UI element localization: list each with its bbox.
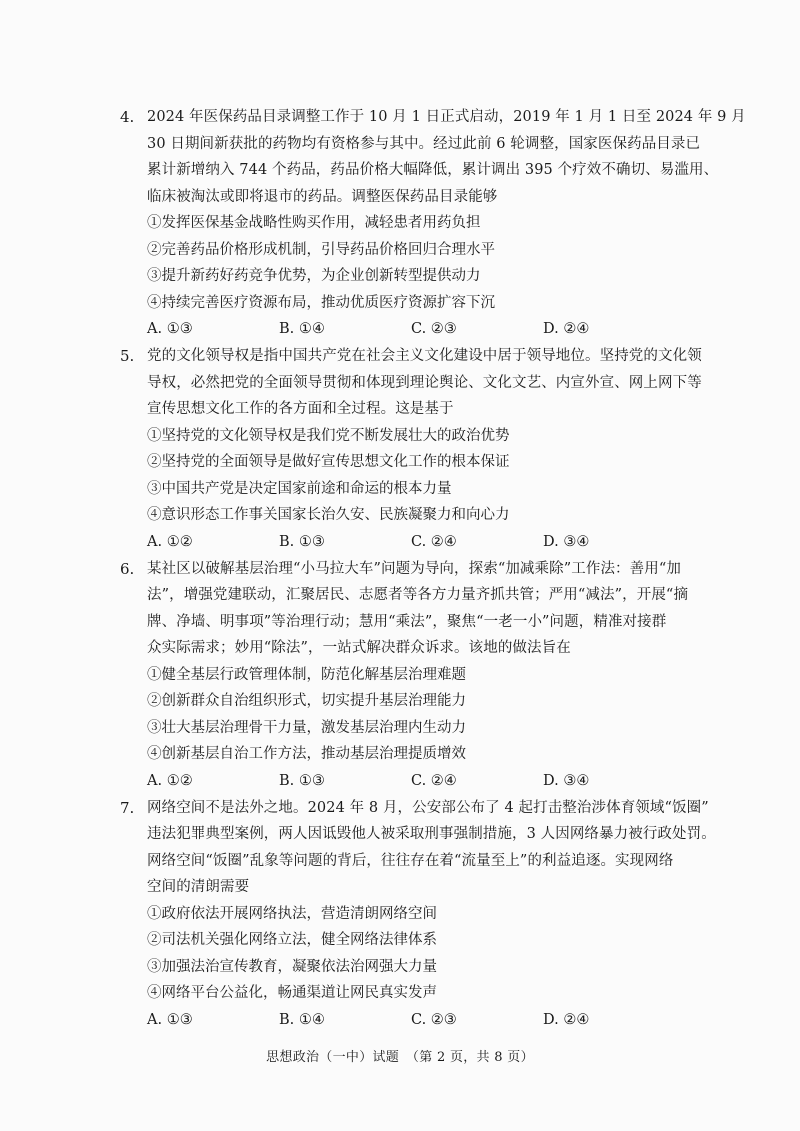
statement-option-1: ①政府依法开展网络执法，营造清朗网络空间 [147,905,437,922]
answer-choices [147,1007,680,1034]
statement-option-3: ③中国共产党是决定国家前途和命运的根本力量 [147,480,452,497]
question-4 [120,104,746,343]
question-stem-line: 某社区以破解基层治理“小马拉大车”问题为导向，探索“加减乘除”工作法：善用“加 [147,560,681,577]
statement-option-2: ②司法机关强化网络立法，健全网络法律体系 [147,932,437,948]
page-footer: 思想政治（一中）试题 （第 2 页，共 8 页） [266,1050,534,1065]
choice-c: C. ②③ [411,321,457,337]
question-stem-line: 30 日期间新获批的药物均有资格参与其中。经过此前 6 轮调整，国家医保药品目录已 [147,135,701,152]
question-6 [120,556,689,795]
statement-option-4: ④网络平台公益化，畅通渠道让网民真实发声 [147,985,437,1001]
question-stem-line: 宣传思想文化工作的各方面和全过程。这是基于 [147,401,454,417]
statement-option-2: ②完善药品价格形成机制，引导药品价格回归合理水平 [147,241,495,258]
statement-option-2: ②坚持党的全面领导是做好宣传思想文化工作的根本保证 [147,454,510,470]
statement-option-1: ①发挥医保基金战略性购买作用，减轻患者用药负担 [147,215,481,231]
question-stem-line: 法”，增强党建联动，汇聚居民、志愿者等各方力量齐抓共管；严用“减法”，开展“摘 [147,587,689,603]
choice-a: A. ①③ [147,1011,193,1028]
question-stem-line: 违法犯罪典型案例，两人因诋毁他人被采取刑事强制措施，3 人因网络暴力被行政处罚。 [147,826,716,842]
choice-c: C. ②③ [411,1011,457,1028]
question-number: 7. [120,798,135,817]
choice-b: B. ①③ [279,772,325,789]
statement-option-1: ①坚持党的文化领导权是我们党不断发展壮大的政治优势 [147,427,510,444]
question-number: 4. [120,108,135,126]
question-body [147,795,716,1034]
question-stem-line: 导权，必然把党的全面领导贯彻和体现到理论舆论、文化文艺、内宣外宣、网上网下等 [147,374,702,391]
question-stem-line: 党的文化领导权是指中国共产党在社会主义文化建设中居于领导地位。坚持党的文化领 [147,348,702,364]
question-stem-line: 网络空间不是法外之地。2024 年 8 月，公安部公布了 4 起打击整治涉体育领域“饭圈” [147,799,709,816]
question-stem-line: 临床被淘汰或即将退市的药品。调整医保药品目录能够 [147,188,498,205]
choice-a: A. ①② [147,772,193,789]
question-stem-line: 网络空间“饭圈”乱象等问题的背后，往往存在着“流量至上”的利益追逐。实现网络 [147,852,674,869]
choice-d: D. ③④ [543,772,590,789]
statement-option-4: ④意识形态工作事关国家长治久安、民族凝聚力和向心力 [147,507,510,523]
statement-option-4: ④持续完善医疗资源布局，推动优质医疗资源扩容下沉 [147,294,495,311]
question-5 [120,343,702,556]
statement-option-3: ③加强法治宣传教育，凝聚依法治网强大力量 [147,958,437,975]
choice-a: A. ①③ [147,321,193,337]
statement-option-3: ③提升新药好药竞争优势，为企业创新转型提供动力 [147,268,481,284]
choice-c: C. ②④ [411,533,457,550]
question-body [147,556,689,795]
choice-b: B. ①③ [279,533,325,550]
choice-d: D. ③④ [543,533,590,550]
statement-option-4: ④创新基层自治工作方法，推动基层治理提质增效 [147,746,466,762]
choice-b: B. ①④ [279,321,325,337]
answer-choices [147,768,680,795]
choice-a: A. ①② [147,533,193,550]
statement-option-3: ③壮大基层治理骨干力量，激发基层治理内生动力 [147,719,466,736]
question-7 [120,795,716,1034]
question-stem-line: 牌、净墙、明事项”等治理行动；慧用“乘法”，聚焦“一老一小”问题，精准对接群 [147,613,667,630]
choice-d: D. ②④ [543,1011,590,1028]
answer-choices [147,529,680,556]
question-stem-line: 累计新增纳入 744 个药品，药品价格大幅降低，累计调出 395 个疗效不确切、易滥用、 [147,162,719,178]
choice-c: C. ②④ [411,772,457,789]
question-number: 6. [120,559,135,578]
question-number: 5. [120,347,135,365]
choice-b: B. ①④ [279,1011,325,1028]
statement-option-1: ①健全基层行政管理体制，防范化解基层治理难题 [147,666,466,683]
exam-content [120,104,746,1034]
statement-option-2: ②创新群众自治组织形式，切实提升基层治理能力 [147,693,466,709]
choice-d: D. ②④ [543,321,590,337]
question-body [147,343,702,556]
question-body [147,104,746,343]
question-stem-line: 众实际需求；妙用“除法”，一站式解决群众诉求。该地的做法旨在 [147,640,571,656]
answer-choices [147,316,680,343]
question-stem-line: 空间的清朗需要 [147,879,250,895]
question-stem-line: 2024 年医保药品目录调整工作于 10 月 1 日正式启动，2019 年 1 月 1 日至 2024 年 9 月 [147,109,746,125]
